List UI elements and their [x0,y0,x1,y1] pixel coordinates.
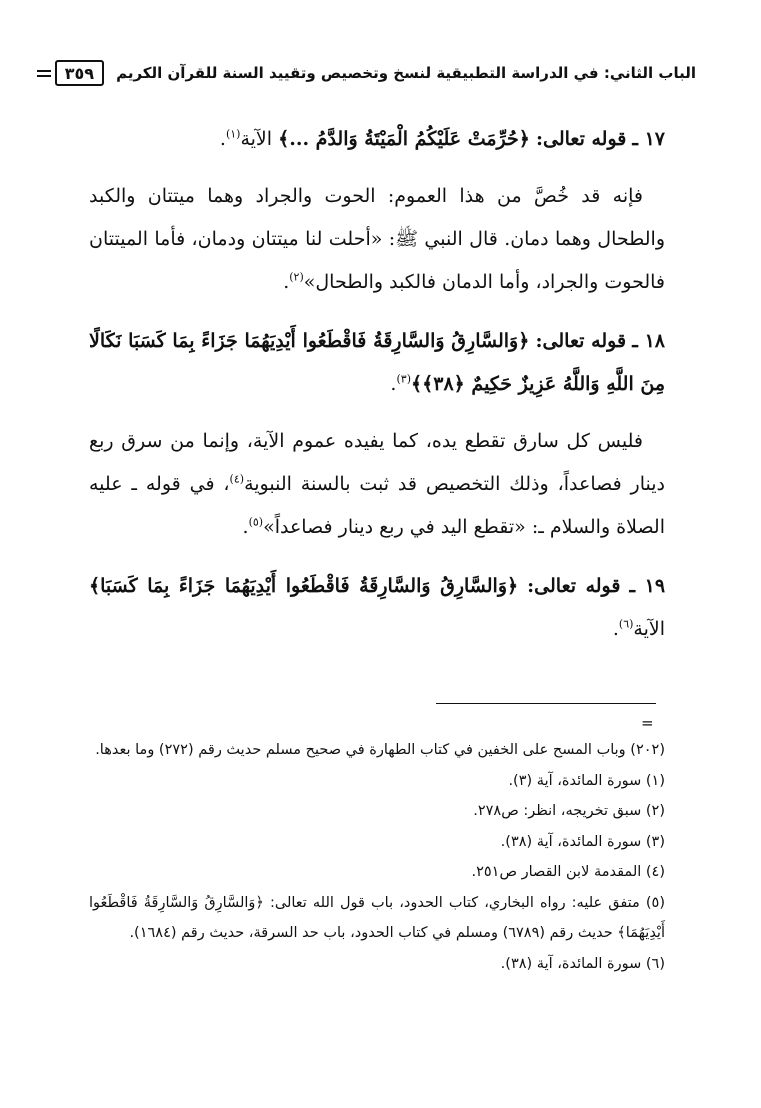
footnote-ref[interactable]: (٥) [248,515,264,529]
footnote-separator [436,703,656,704]
chapter-title: الباب الثاني: في الدراسة التطبيقية لنسخ وتخصيص وتقييد السنة للقرآن الكريم [116,64,696,82]
page-number: ٣٥٩ [55,60,104,86]
footnote-ref[interactable]: (١) [225,127,241,141]
entry-intro: قوله تعالى: [527,575,621,597]
paragraph-exception-17 [89,175,665,304]
footnote-item: (٦) سورة المائدة، آية (٣٨). [500,955,665,972]
paragraph-text: فإنه قد خُصَّ من هذا العموم: الحوت والجراد وهما ميتتان والكبد والطحال وهما دمان. قال النبي ﷺ: «أحلت لنا ميتتان ودمان، فأما الميتتان فالحوت والجراد، وأما الدمان فالكبد والطحال» [89,185,665,293]
footnote-item: (١) سورة المائدة، آية (٣). [508,772,665,789]
footnote-ref[interactable]: (٦) [618,617,634,631]
entry-end: . [219,128,226,150]
footnote-continuation-mark: = [641,714,654,732]
footnote-item: (٥) متفق عليه: رواه البخاري، كتاب الحدود، باب قول الله تعالى: ﴿وَالسَّارِقُ وَالسَّارِقَةُ فَاقْطَعُوا أَيْدِيَهُمَا﴾ حديث رقم (٦٧٨٩) ومسلم في كتاب الحدود، باب حد السرقة، حديث رقم (١٦٨٤). [89,894,665,941]
entry-number: ١٩ ـ [629,575,666,597]
paragraph-text-cont: ، في قوله ـ عليه الصلاة والسلام ـ: «تقطع اليد في ربع دينار فصاعداً» [89,473,665,538]
entry-end: . [390,373,397,395]
entry-end: . [612,618,619,640]
footnote-item: (٢٠٢) وباب المسح على الخفين في كتاب الطهارة في صحيح مسلم حديث رقم (٢٧٢) وما بعدها. [95,742,665,758]
verse-tail: الآية [240,128,273,150]
entry-number: ١٧ ـ [632,128,665,150]
entry-19 [89,565,665,651]
footnote-ref[interactable]: (٣) [396,372,411,386]
footnote-item: (٢) سبق تخريجه، انظر: ص٢٧٨. [473,803,665,819]
footnote-ref[interactable]: (٢) [289,270,304,284]
entry-number: ١٨ ـ [632,330,665,352]
entry-intro: قوله تعالى: [535,330,627,352]
header-rule-end [37,70,51,77]
quran-verse: ﴿وَالسَّارِقُ وَالسَّارِقَةُ فَاقْطَعُوا أَيْدِيَهُمَا جَزَاءً بِمَا كَسَبَا نَكَالًا مِنَ اللَّهِ وَاللَّهُ عَزِيزٌ حَكِيمٌ ﴿٣٨﴾﴾ [89,330,665,395]
verse-tail: الآية [633,618,665,640]
footnote-item: (٤) المقدمة لابن القصار ص٢٥١. [471,864,665,880]
entry-18 [89,320,665,406]
running-header [64,58,696,88]
entry-17 [89,118,665,161]
paragraph-exception-18 [89,420,665,549]
quran-verse: ﴿حُرِّمَتْ عَلَيْكُمُ الْمَيْتَةُ وَالدَّمُ ...﴾ [278,128,530,150]
entry-intro: قوله تعالى: [535,128,627,150]
quran-verse: ﴿وَالسَّارِقُ وَالسَّارِقَةُ فَاقْطَعُوا أَيْدِيَهُمَا جَزَاءً بِمَا كَسَبَا﴾ [89,575,519,597]
footnotes [89,735,665,979]
paragraph-text: فليس كل سارق تقطع يده، كما يفيده عموم الآية، وإنما من سرق ربع دينار فصاعداً، وذلك التخصيص قد ثبت بالسنة النبوية [89,430,665,495]
main-text [89,118,665,665]
footnote-item: (٣) سورة المائدة، آية (٣٨). [500,833,665,850]
footnote-ref[interactable]: (٤) [229,472,245,486]
paragraph-end: . [242,516,249,538]
paragraph-end: . [283,271,290,293]
